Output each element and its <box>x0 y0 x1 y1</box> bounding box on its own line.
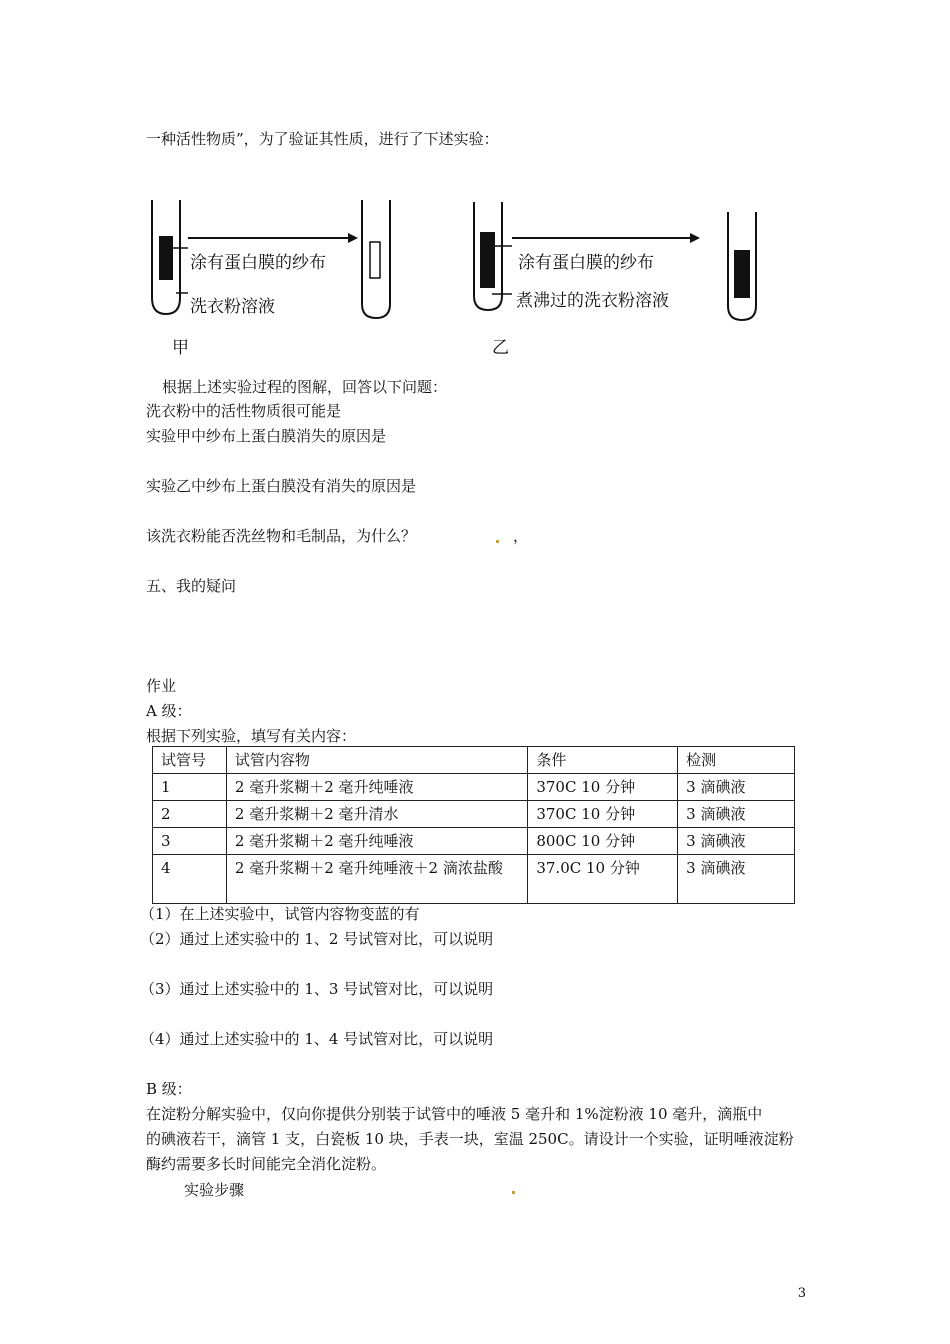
table-header: 检测 <box>678 747 795 774</box>
label-yi-solution: 煮沸过的洗衣粉溶液 <box>516 291 669 311</box>
label-yi: 乙 <box>492 338 509 358</box>
table-header: 条件 <box>528 747 678 774</box>
question-a4: （4）通过上述实验中的 1、4 号试管对比，可以说明 <box>140 1030 494 1048</box>
label-jia-cloth: 涂有蛋白膜的纱布 <box>190 253 326 273</box>
question-3: 实验乙中纱布上蛋白膜没有消失的原因是 <box>146 477 417 495</box>
table-cell: 2 <box>153 801 227 828</box>
table-row <box>153 828 795 855</box>
table-cell: 37.0C 10 分钟 <box>528 855 678 904</box>
question-2: 实验甲中纱布上蛋白膜消失的原因是 <box>146 427 387 445</box>
question-4: 该洗衣粉能否洗丝物和毛制品，为什么？ <box>146 527 417 545</box>
table-cell: 3 滴碘液 <box>678 801 795 828</box>
figure-drawing <box>140 190 780 360</box>
question-1: 洗衣粉中的活性物质很可能是 <box>146 402 342 420</box>
table-cell: 3 <box>153 828 227 855</box>
cloth-jia <box>159 236 173 280</box>
level-a-lead: 根据下列实验，填写有关内容： <box>146 727 357 745</box>
level-b-title: B 级： <box>146 1080 192 1098</box>
question-a3: （3）通过上述实验中的 1、3 号试管对比，可以说明 <box>140 980 494 998</box>
level-a-title: A 级： <box>146 702 192 720</box>
question-4-trail: ， <box>513 527 529 545</box>
table-header: 试管内容物 <box>226 747 527 774</box>
section-5-title: 五、我的疑问 <box>146 577 237 595</box>
table-cell: 2 毫升浆糊＋2 毫升纯唾液 <box>226 828 527 855</box>
table-cell: 3 滴碘液 <box>678 828 795 855</box>
decor-dot <box>512 1191 515 1194</box>
question-a1: （1）在上述实验中，试管内容物变蓝的有 <box>140 905 420 923</box>
label-jia-solution: 洗衣粉溶液 <box>190 297 275 317</box>
table-cell: 370C 10 分钟 <box>528 774 678 801</box>
level-b-steps: 实验步骤 <box>184 1181 245 1199</box>
page-number: 3 <box>797 1286 806 1301</box>
table-header-row <box>153 747 795 774</box>
cloth-yi-remaining <box>734 250 750 298</box>
label-yi-cloth: 涂有蛋白膜的纱布 <box>518 253 654 273</box>
empty-cloth-jia <box>370 242 380 278</box>
table-cell: 2 毫升浆糊＋2 毫升清水 <box>226 801 527 828</box>
table-cell: 4 <box>153 855 227 904</box>
table-cell: 800C 10 分钟 <box>528 828 678 855</box>
level-b-line-3: 酶约需要多长时间能完全消化淀粉。 <box>146 1155 387 1173</box>
level-b-line-2: 的碘液若干，滴管 1 支，白瓷板 10 块，手表一块，室温 250C。请设计一个实验，证明唾液淀粉 <box>146 1130 794 1148</box>
experiment-table <box>152 746 795 904</box>
intro-line: 一种活性物质”，为了验证其性质，进行了下述实验： <box>146 130 499 148</box>
table-cell: 2 毫升浆糊＋2 毫升纯唾液 <box>226 774 527 801</box>
table-cell: 370C 10 分钟 <box>528 801 678 828</box>
tube-jia-right <box>362 200 390 318</box>
label-jia: 甲 <box>172 338 189 358</box>
experiment-figure <box>140 190 780 360</box>
table-cell: 1 <box>153 774 227 801</box>
questions-lead: 根据上述实验过程的图解，回答以下问题： <box>162 378 448 396</box>
table-cell: 3 滴碘液 <box>678 774 795 801</box>
table-row <box>153 774 795 801</box>
table-row <box>153 855 795 904</box>
decor-dot <box>496 540 499 543</box>
table-cell: 2 毫升浆糊＋2 毫升纯唾液＋2 滴浓盐酸 <box>226 855 527 904</box>
level-b-line-1: 在淀粉分解实验中，仅向你提供分别装于试管中的唾液 5 毫升和 1%淀粉液 10 毫升，滴瓶中 <box>146 1105 763 1123</box>
cloth-yi <box>480 232 495 288</box>
homework-title: 作业 <box>146 677 177 695</box>
table-header: 试管号 <box>153 747 227 774</box>
table-cell: 3 滴碘液 <box>678 855 795 904</box>
table-row <box>153 801 795 828</box>
question-a2: （2）通过上述实验中的 1、2 号试管对比，可以说明 <box>140 930 494 948</box>
